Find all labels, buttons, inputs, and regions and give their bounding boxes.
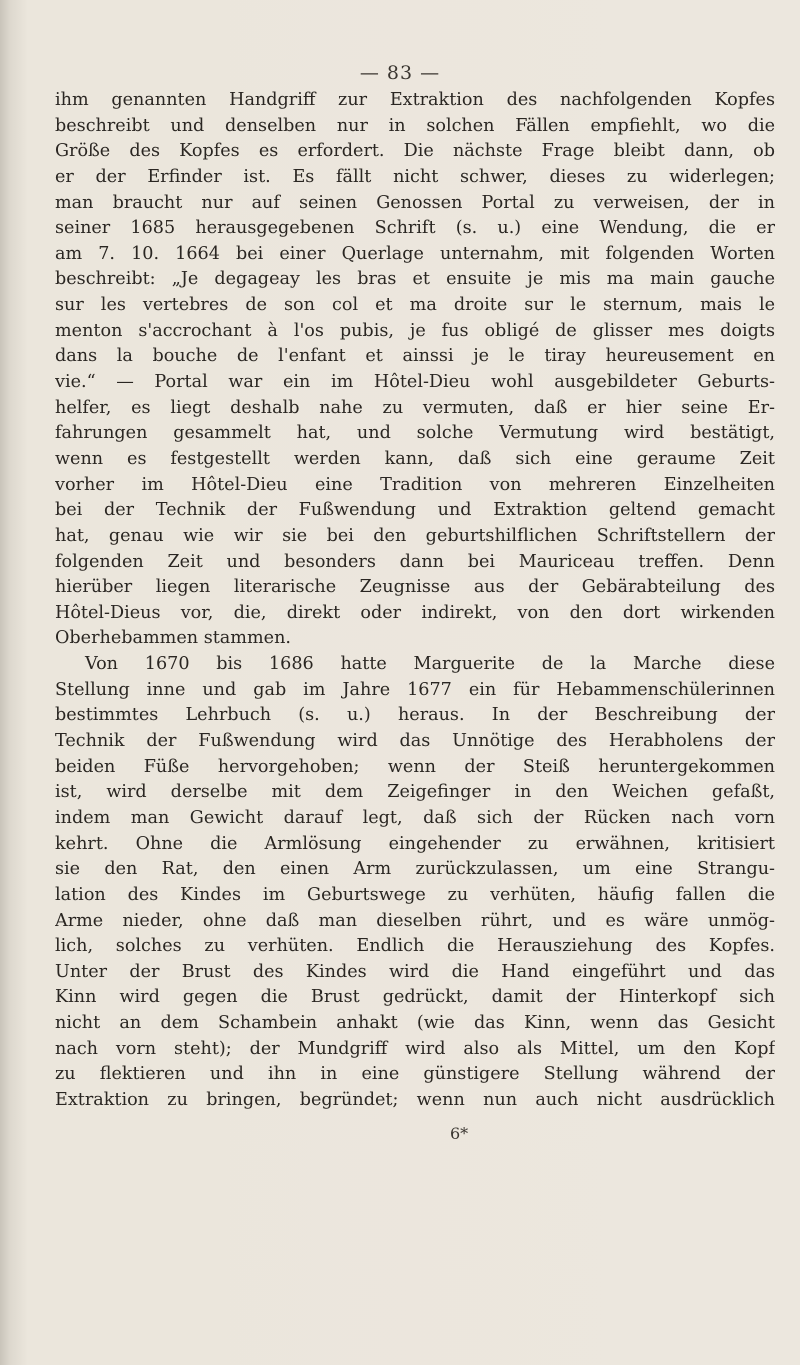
text-line-35: Unter der Brust des Kindes wird die Hand eingeführt und das [55, 961, 775, 982]
text-line-38: nach vorn steht); der Mundgriff wird also als Mittel, um den Kopf [55, 1038, 775, 1059]
text-line-7: am 7. 10. 1664 bei einer Querlage unternahm, mit folgenden Worten [55, 243, 775, 264]
body-text [55, 88, 775, 1114]
text-line-16: vorher im Hôtel-Dieu eine Tradition von mehreren Einzelheiten [55, 474, 775, 495]
text-line-10: menton s'accrochant à l'os pubis, je fus obligé de glisser mes doigts [55, 320, 775, 341]
text-line-5: man braucht nur auf seinen Genossen Portal zu verweisen, der in [55, 192, 775, 213]
text-line-20: hierüber liegen literarische Zeugnisse aus der Gebärabteilung des [55, 577, 775, 598]
text-line-39: zu flektieren und ihn in eine günstigere Stellung während der [55, 1064, 775, 1085]
text-line-27: beiden Füße hervorgehoben; wenn der Steiß heruntergekommen [55, 756, 775, 777]
text-line-11: dans la bouche de l'enfant et ainssi je le tiray heureusement en [55, 346, 775, 367]
text-line-21: Hôtel-Dieus vor, die, direkt oder indirekt, von den dort wirkenden [55, 602, 775, 623]
text-line-26: Technik der Fußwendung wird das Unnötige des Herabholens der [55, 731, 775, 752]
text-line-12: vie.“ — Portal war ein im Hôtel-Dieu wohl ausgebildeter Geburts- [55, 372, 775, 393]
text-line-31: sie den Rat, den einen Arm zurückzulassen, um eine Strangu- [55, 859, 775, 880]
text-line-13: helfer, es liegt deshalb nahe zu vermuten, daß er hier seine Er- [55, 397, 775, 418]
text-line-3: Größe des Kopfes es erfordert. Die nächste Frage bleibt dann, ob [55, 141, 775, 162]
text-line-30: kehrt. Ohne die Armlösung eingehender zu erwähnen, kritisiert [55, 833, 775, 854]
text-line-17: bei der Technik der Fußwendung und Extraktion geltend gemacht [55, 500, 775, 521]
text-line-24: Stellung inne und gab im Jahre 1677 ein für Hebammenschülerinnen [55, 679, 775, 700]
signature-mark: 6* [450, 1124, 469, 1143]
text-line-33: Arme nieder, ohne daß man dieselben rührt, und es wäre unmög- [55, 910, 775, 931]
text-line-15: wenn es festgestellt werden kann, daß sich eine geraume Zeit [55, 448, 775, 469]
text-line-19: folgenden Zeit und besonders dann bei Mauriceau treffen. Denn [55, 551, 775, 572]
text-line-36: Kinn wird gegen die Brust gedrückt, damit der Hinterkopf sich [55, 987, 775, 1008]
text-line-8: beschreibt: „Je degageay les bras et ensuite je mis ma main gauche [55, 269, 775, 290]
text-line-1: ihm genannten Handgriff zur Extraktion des nachfolgenden Kopfes [55, 90, 775, 110]
text-line-9: sur les vertebres de son col et ma droite sur le sternum, mais le [55, 295, 775, 316]
text-line-18: hat, genau wie wir sie bei den geburtshilflichen Schriftstellern der [55, 525, 775, 546]
text-line-14: fahrungen gesammelt hat, und solche Vermutung wird bestätigt, [55, 423, 775, 444]
text-line-28: ist, wird derselbe mit dem Zeigefinger in den Weichen gefaßt, [55, 782, 775, 803]
text-line-37: nicht an dem Schambein anhakt (wie das Kinn, wenn das Gesicht [55, 1013, 775, 1034]
text-line-34: lich, solches zu verhüten. Endlich die Herausziehung des Kopfes. [55, 936, 775, 957]
page-number: — 83 — [359, 62, 441, 84]
text-line-22: Oberhebammen stammen. [55, 628, 291, 649]
text-line-32: lation des Kindes im Geburtswege zu verhüten, häufig fallen die [55, 884, 775, 905]
text-line-23: Von 1670 bis 1686 hatte Marguerite de la Marche diese [85, 654, 775, 675]
text-line-4: er der Erfinder ist. Es fällt nicht schwer, dieses zu widerlegen; [55, 166, 775, 187]
text-line-6: seiner 1685 herausgegebenen Schrift (s. u.) eine Wendung, die er [55, 218, 775, 239]
text-line-25: bestimmtes Lehrbuch (s. u.) heraus. In der Beschreibung der [55, 705, 775, 726]
text-line-2: beschreibt und denselben nur in solchen Fällen empfiehlt, wo die [55, 115, 775, 136]
text-line-40: Extraktion zu bringen, begründet; wenn nun auch nicht ausdrücklich [55, 1089, 775, 1110]
text-line-29: indem man Gewicht darauf legt, daß sich der Rücken nach vorn [55, 807, 775, 828]
